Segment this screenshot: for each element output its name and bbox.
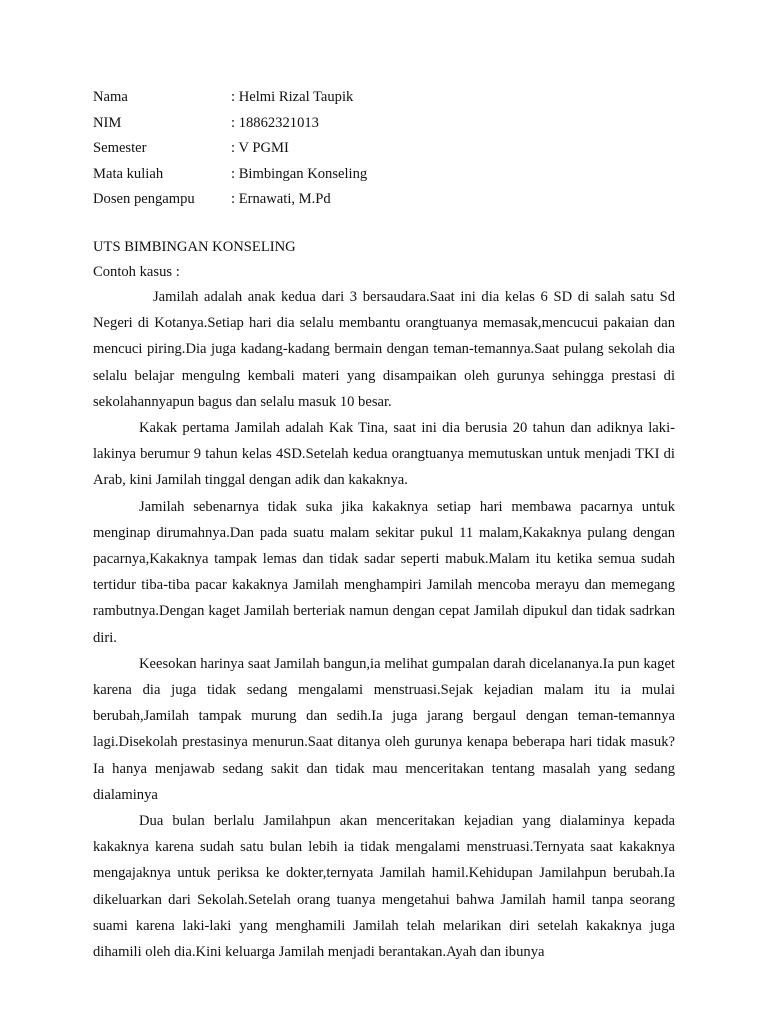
- info-row-semester: [93, 136, 367, 162]
- student-info: [93, 85, 367, 213]
- paragraph: Jamilah sebenarnya tidak suka jika kakaknya setiap hari membawa pacarnya untuk menginap dirumahnya.Dan pada suatu malam sekitar pukul 11 malam,Kakaknya pulang dengan pacarnya,Kakaknya tampak lemas dan tidak sadar seperti mabuk.Malam itu ketika semua sudah tertidur tiba-tiba pacar kakaknya Jamilah menghampiri Jamilah mencoba merayu dan memegang rambutnya.Dengan kaget Jamilah berteriak namun dengan cepat Jamilah dipukul dan tidak sadrkan diri.: [93, 498, 675, 646]
- paragraph: Keesokan harinya saat Jamilah bangun,ia melihat gumpalan darah dicelananya.Ia pun kaget karena dia juga tidak sedang mengalami menstruasi.Sejak kejadian malam itu ia mulai berubah,Jamilah tampak murung dan sedih.Ia juga jarang bergaul dengan teman-temannya lagi.Disekolah prestasinya menurun.Saat ditanya oleh gurunya kenapa beberapa hari tidak masuk? Ia hanya menjawab sedang sakit dan tidak mau menceritakan tentang masalah yang sedang dialaminya: [93, 655, 675, 803]
- document-title: UTS BIMBINGAN KONSELING: [93, 239, 296, 255]
- info-row-mata-kuliah: [93, 162, 367, 188]
- info-value: : Ernawati, M.Pd: [231, 191, 331, 207]
- info-value: : V PGMI: [231, 140, 289, 156]
- info-row-nama: [93, 85, 367, 111]
- info-value: : Helmi Rizal Taupik: [231, 89, 354, 105]
- paragraph: Kakak pertama Jamilah adalah Kak Tina, saat ini dia berusia 20 tahun dan adiknya laki-lakinya berumur 9 tahun kelas 4SD.Setelah kedua orangtuanya memutuskan untuk menjadi TKI di Arab, kini Jamilah tinggal dengan adik dan kakaknya.: [93, 420, 675, 489]
- info-value: : 18862321013: [231, 114, 319, 131]
- paragraph: Dua bulan berlalu Jamilahpun akan menceritakan kejadian yang dialaminya kepada kakaknya karena sudah satu bulan lebih ia tidak mengalami menstruasi.Ternyata saat kakaknya mengajaknya untuk periksa ke dokter,ternyata Jamilah hamil.Kehidupan Jamilahpun berubah.Ia dikeluarkan dari Sekolah.Setelah orang tuanya mengetahui bahwa Jamilah hamil tanpa seorang suami karena laki-laki yang menghamili Jamilah telah melarikan diri setelah kakaknya juga dihamili oleh dia.Kini keluarga Jamilah menjadi berantakan.Ayah dan ibunya: [93, 813, 675, 961]
- info-label: Dosen pengampu: [93, 191, 195, 207]
- info-row-nim: [93, 111, 367, 137]
- case-heading: Contoh kasus :: [93, 264, 180, 280]
- info-value: : Bimbingan Konseling: [231, 165, 368, 182]
- info-label: Semester: [93, 140, 147, 156]
- info-label: Nama: [93, 89, 128, 105]
- paragraph: Jamilah adalah anak kedua dari 3 bersaudara.Saat ini dia kelas 6 SD di salah satu Sd Negeri di Kotanya.Setiap hari dia selalu membantu orangtuanya memasak,mencucui pakaian dan mencuci piring.Dia juga kadang-kadang bermain dengan teman-temannya.Saat pulang sekolah dia selalu belajar mengulng kembali materi yang disampaikan oleh gurunya sehingga prestasi di sekolahannyapun bagus dan selalu masuk 10 besar.: [93, 289, 675, 410]
- info-row-dosen: [93, 187, 367, 213]
- info-label: Mata kuliah: [93, 165, 164, 182]
- case-body: [93, 284, 675, 965]
- info-label: NIM: [93, 114, 122, 131]
